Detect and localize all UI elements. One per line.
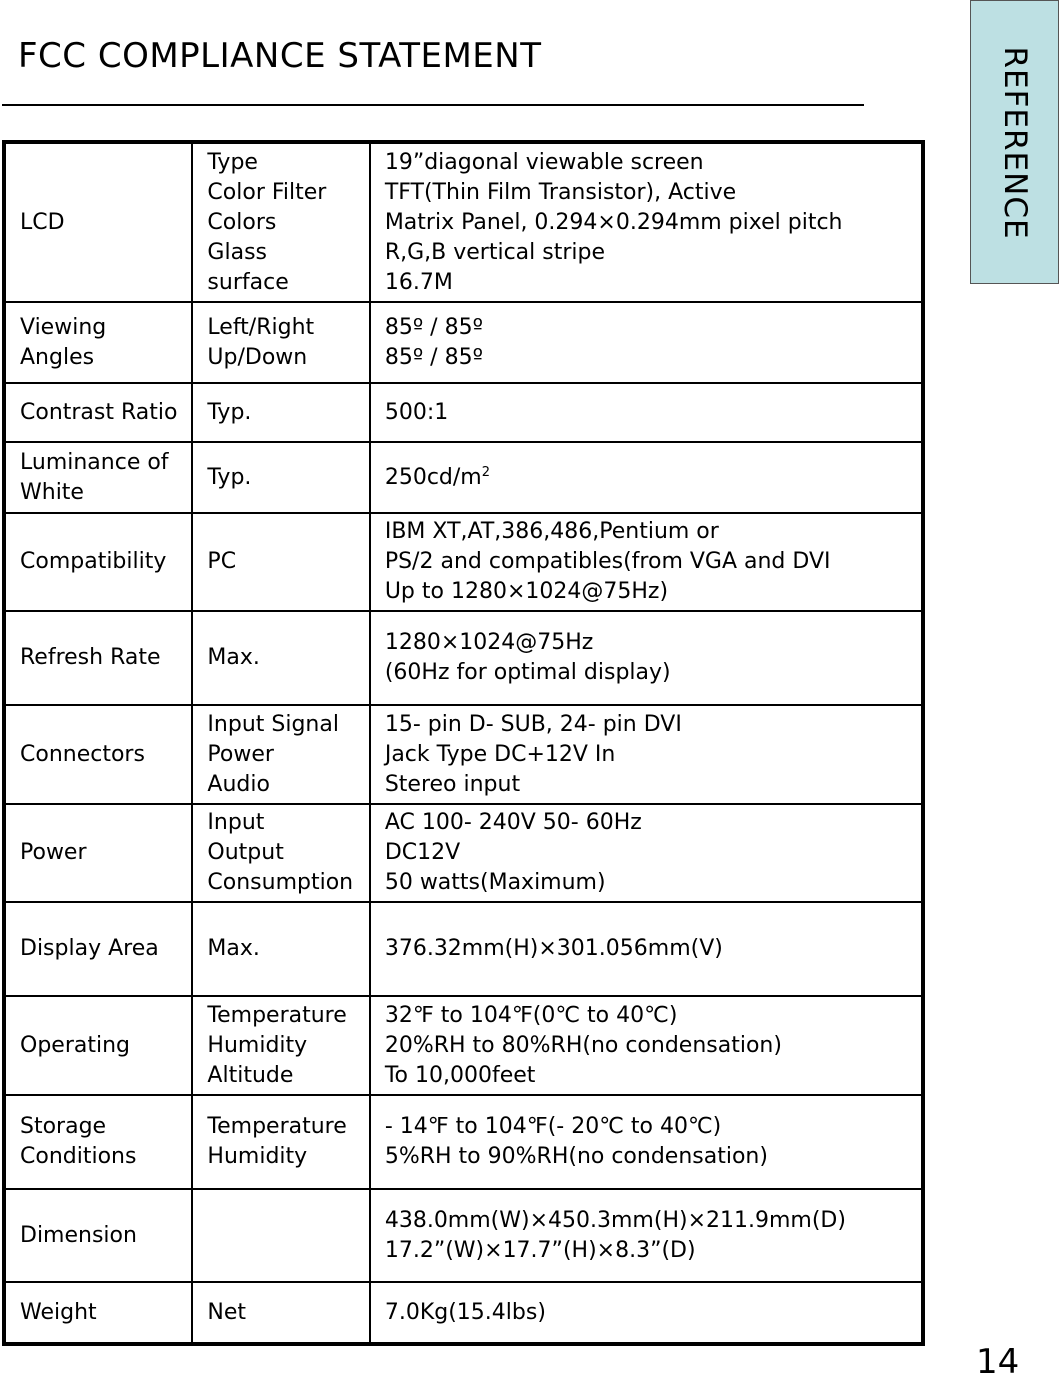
cell-line: 376.32mm(H)×301.056mm(V) bbox=[384, 936, 723, 961]
cell-line: IBM XT,AT,386,486,Pentium or bbox=[384, 519, 719, 544]
spec-row bbox=[4, 142, 923, 302]
spec-parameter-cell bbox=[192, 1189, 369, 1282]
specification-table bbox=[2, 140, 925, 1346]
page-number: 14 bbox=[976, 1342, 1020, 1382]
cell-line: (60Hz for optimal display) bbox=[384, 660, 671, 685]
spec-label-cell bbox=[4, 442, 192, 513]
spec-label-cell bbox=[4, 1189, 192, 1282]
cell-line: PS/2 and compatibles(from VGA and DVI bbox=[384, 549, 831, 574]
spec-value-cell bbox=[370, 1189, 923, 1282]
spec-parameter-cell bbox=[192, 1282, 369, 1344]
spec-label-cell bbox=[4, 302, 192, 383]
spec-row bbox=[4, 996, 923, 1095]
spec-parameter-cell bbox=[192, 1095, 369, 1189]
cell-line: surface bbox=[207, 269, 289, 295]
spec-row bbox=[4, 611, 923, 705]
cell-line: TFT(Thin Film Transistor), Active bbox=[384, 179, 737, 205]
cell-line-with-superscript bbox=[385, 463, 907, 493]
cell-line: PC bbox=[207, 549, 237, 574]
cell-line: Viewing bbox=[20, 314, 107, 340]
cell-line: Typ. bbox=[207, 399, 252, 425]
spec-row bbox=[4, 902, 923, 996]
spec-label-cell bbox=[4, 383, 192, 442]
cell-line: 7.0Kg(15.4lbs) bbox=[384, 1299, 546, 1325]
spec-label-cell bbox=[4, 142, 192, 302]
spec-value-cell bbox=[370, 996, 923, 1095]
spec-value-cell bbox=[370, 1282, 923, 1344]
page-title: FCC COMPLIANCE STATEMENT bbox=[18, 36, 542, 76]
spec-label-cell bbox=[4, 902, 192, 996]
cell-line: 500:1 bbox=[384, 399, 449, 425]
spec-parameter-cell bbox=[192, 804, 369, 902]
cell-line: Storage bbox=[20, 1114, 107, 1139]
cell-line: 85º / 85º bbox=[384, 314, 483, 340]
reference-tab-label: REFERENCE bbox=[996, 46, 1033, 240]
cell-line: Conditions bbox=[20, 1144, 137, 1169]
cell-line: Input bbox=[207, 810, 265, 835]
spec-value-cell bbox=[370, 442, 923, 513]
cell-line: Typ. bbox=[207, 464, 252, 490]
cell-line: Audio bbox=[207, 771, 270, 797]
spec-parameter-cell bbox=[192, 996, 369, 1095]
cell-line: - 14℉ to 104℉(- 20℃ to 40℃) bbox=[384, 1114, 722, 1139]
spec-parameter-cell bbox=[192, 142, 369, 302]
title-divider bbox=[2, 104, 864, 106]
cell-line: AC 100- 240V 50- 60Hz bbox=[384, 810, 642, 835]
cell-line: Power bbox=[20, 840, 87, 865]
spec-row bbox=[4, 1095, 923, 1189]
spec-row bbox=[4, 513, 923, 611]
cell-line: Colors bbox=[207, 209, 277, 235]
cell-line: Contrast Ratio bbox=[20, 399, 178, 425]
cell-line: 17.2”(W)×17.7”(H)×8.3”(D) bbox=[384, 1237, 696, 1263]
cell-line: White bbox=[20, 479, 84, 505]
cell-line: Refresh Rate bbox=[20, 645, 161, 670]
cell-line: Net bbox=[207, 1299, 247, 1325]
cell-line: 438.0mm(W)×450.3mm(H)×211.9mm(D) bbox=[384, 1207, 846, 1233]
spec-parameter-cell bbox=[192, 302, 369, 383]
spec-row bbox=[4, 1189, 923, 1282]
cell-line: Max. bbox=[207, 936, 260, 961]
cell-line: 16.7M bbox=[384, 269, 453, 295]
spec-row bbox=[4, 804, 923, 902]
spec-row bbox=[4, 1282, 923, 1344]
cell-line: Up to 1280×1024@75Hz) bbox=[384, 579, 669, 604]
spec-label-cell bbox=[4, 1282, 192, 1344]
spec-label-cell bbox=[4, 804, 192, 902]
cell-line: Operating bbox=[20, 1032, 130, 1058]
cell-line: Power bbox=[207, 741, 274, 767]
spec-label-cell bbox=[4, 705, 192, 804]
spec-value-cell bbox=[370, 383, 923, 442]
spec-row bbox=[4, 383, 923, 442]
reference-side-tab[interactable] bbox=[970, 0, 1059, 284]
spec-label-cell bbox=[4, 996, 192, 1095]
cell-line: Dimension bbox=[20, 1222, 137, 1248]
cell-line: Jack Type DC+12V In bbox=[384, 741, 616, 767]
cell-line: Weight bbox=[20, 1299, 97, 1325]
cell-line: 85º / 85º bbox=[384, 344, 483, 370]
cell-line: Max. bbox=[207, 645, 260, 670]
spec-value-cell bbox=[370, 902, 923, 996]
spec-value-cell bbox=[370, 1095, 923, 1189]
spec-parameter-cell bbox=[192, 442, 369, 513]
cell-line: Color Filter bbox=[207, 179, 327, 205]
cell-line: Humidity bbox=[207, 1144, 308, 1169]
spec-row bbox=[4, 442, 923, 513]
cell-line: 20%RH to 80%RH(no condensation) bbox=[384, 1032, 782, 1058]
cell-line: Luminance of bbox=[20, 449, 169, 475]
cell-line: Input Signal bbox=[207, 711, 339, 737]
cell-line: DC12V bbox=[384, 840, 461, 865]
spec-parameter-cell bbox=[192, 383, 369, 442]
cell-line: 250cd/m bbox=[384, 464, 482, 490]
cell-line: Temperature bbox=[207, 1114, 347, 1139]
cell-line: 50 watts(Maximum) bbox=[384, 870, 606, 895]
cell-line: Display Area bbox=[20, 936, 159, 961]
spec-label-cell bbox=[4, 611, 192, 705]
cell-line: To 10,000feet bbox=[384, 1062, 536, 1088]
cell-line: Glass bbox=[207, 239, 267, 265]
cell-line: Matrix Panel, 0.294×0.294mm pixel pitch bbox=[384, 209, 843, 235]
cell-line: Left/Right bbox=[207, 314, 315, 340]
cell-line: Connectors bbox=[20, 741, 145, 767]
cell-line: Up/Down bbox=[207, 344, 308, 370]
cell-line: 1280×1024@75Hz bbox=[384, 630, 594, 655]
cell-line: 32℉ to 104℉(0℃ to 40℃) bbox=[384, 1002, 678, 1028]
spec-parameter-cell bbox=[192, 902, 369, 996]
cell-line: Compatibility bbox=[20, 549, 167, 574]
spec-value-cell bbox=[370, 705, 923, 804]
superscript: 2 bbox=[481, 464, 491, 480]
spec-value-cell bbox=[370, 804, 923, 902]
spec-value-cell bbox=[370, 513, 923, 611]
cell-line: 19”diagonal viewable screen bbox=[384, 149, 704, 175]
cell-line: Temperature bbox=[207, 1002, 347, 1028]
cell-line: R,G,B vertical stripe bbox=[384, 239, 605, 265]
spec-parameter-cell bbox=[192, 513, 369, 611]
spec-parameter-cell bbox=[192, 611, 369, 705]
cell-line: Consumption bbox=[207, 870, 354, 895]
cell-line: 15- pin D- SUB, 24- pin DVI bbox=[384, 711, 682, 737]
spec-value-cell bbox=[370, 302, 923, 383]
cell-line: LCD bbox=[20, 209, 65, 235]
cell-line: Humidity bbox=[207, 1032, 308, 1058]
cell-line: Altitude bbox=[207, 1062, 294, 1088]
cell-line: Type bbox=[207, 149, 258, 175]
cell-line: Output bbox=[207, 840, 284, 865]
spec-parameter-cell bbox=[192, 705, 369, 804]
spec-label-cell bbox=[4, 513, 192, 611]
spec-value-cell bbox=[370, 142, 923, 302]
spec-value-cell bbox=[370, 611, 923, 705]
cell-line: Angles bbox=[20, 344, 95, 370]
spec-row bbox=[4, 302, 923, 383]
cell-line: Stereo input bbox=[384, 771, 521, 797]
spec-label-cell bbox=[4, 1095, 192, 1189]
cell-line: 5%RH to 90%RH(no condensation) bbox=[384, 1144, 768, 1169]
spec-row bbox=[4, 705, 923, 804]
